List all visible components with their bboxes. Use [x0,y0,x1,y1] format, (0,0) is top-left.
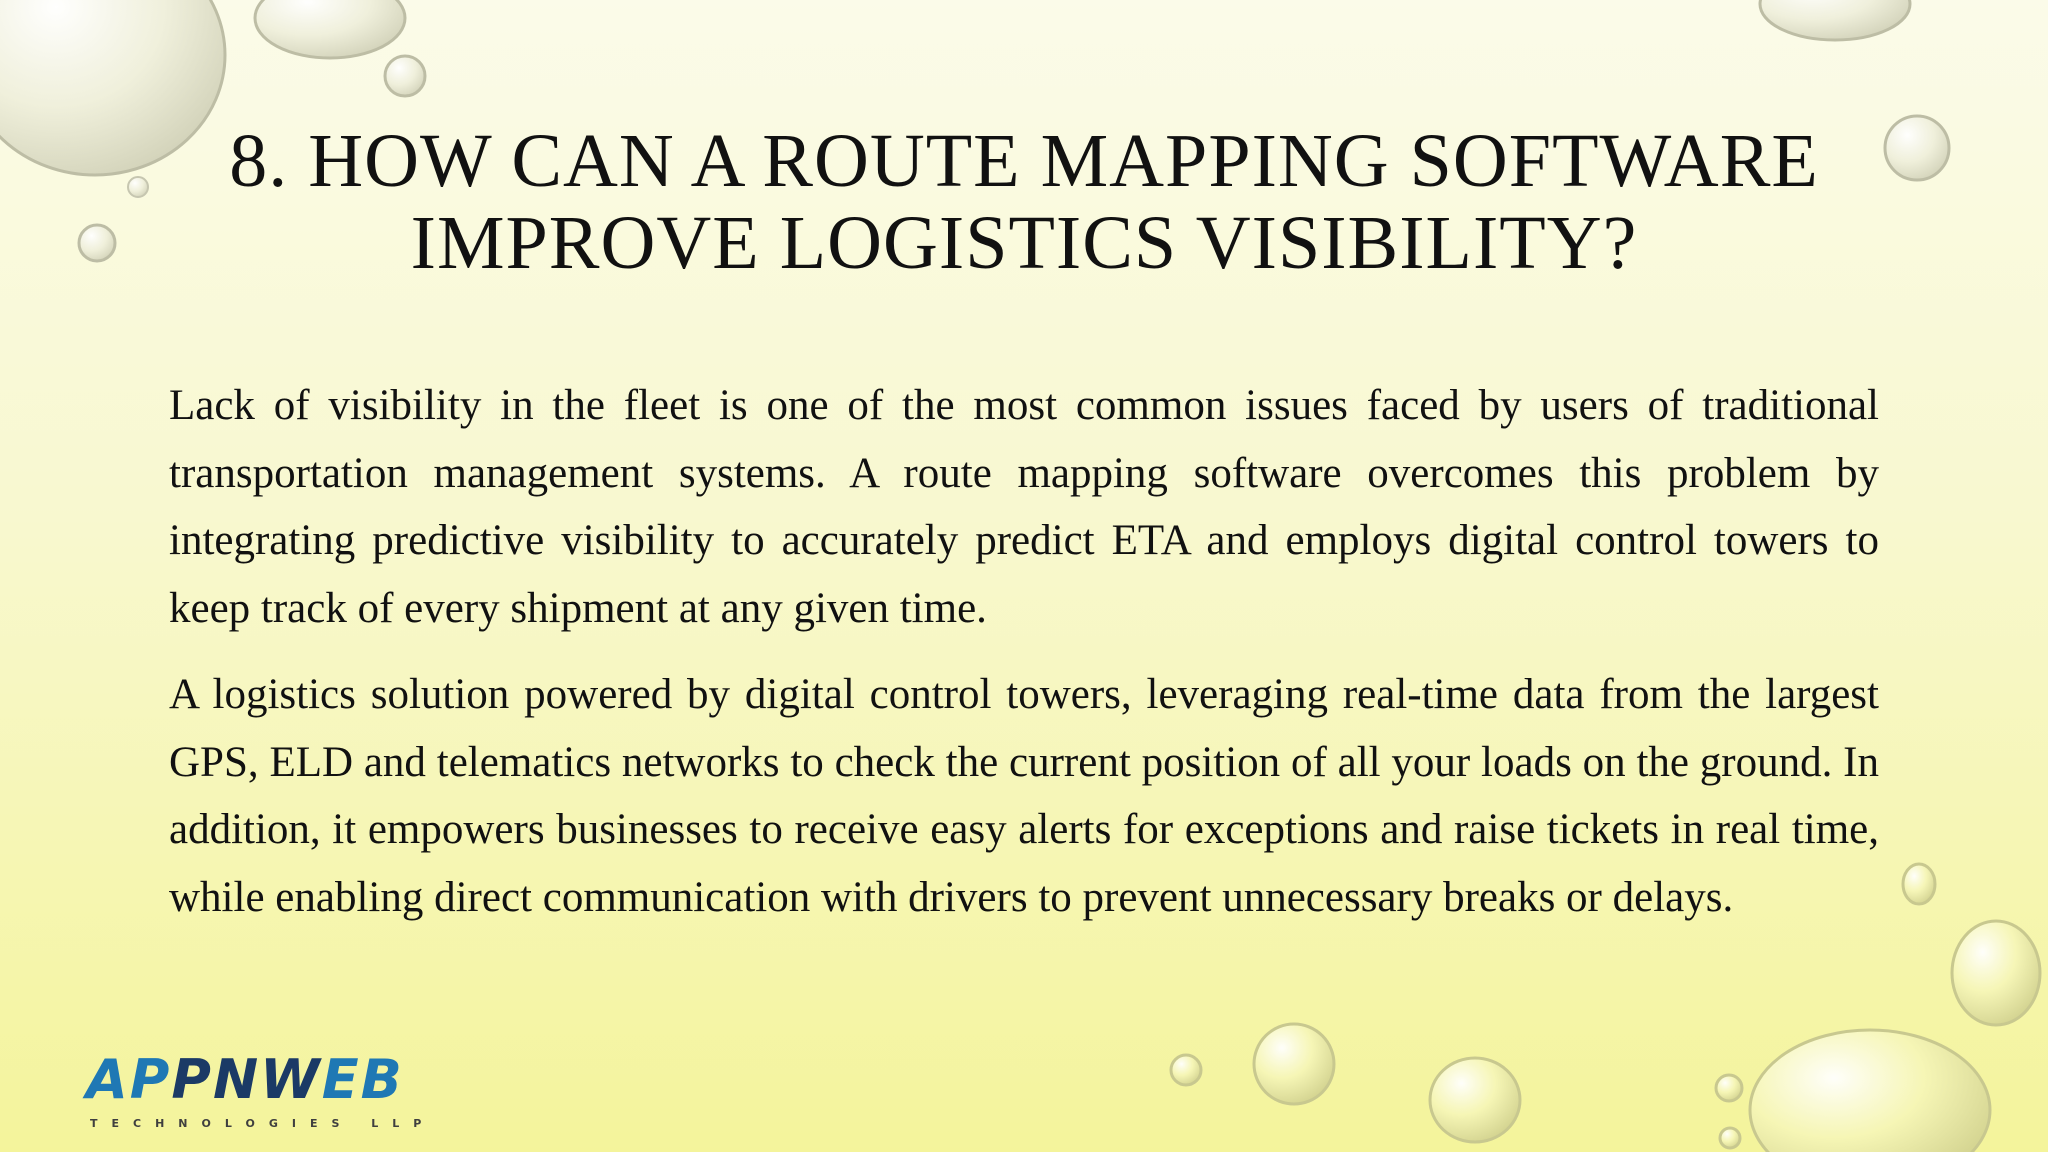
logo-subtitle: TECHNOLOGIES LLP [90,1117,436,1130]
water-drop [1716,1075,1742,1101]
logo-wordmark: APPNWEB [86,1048,404,1111]
water-drop [1885,116,1949,180]
body-paragraph-2: A logistics solution powered by digital control towers, leveraging real-time data from the largest GPS, ELD and telematics networks to check the current position of all your loads on the ground. In addition, it empowers businesses to receive easy alerts for exceptions and raise tickets in real time, while enabling direct communication with drivers to prevent unnecessary breaks or delays. [169,671,1879,921]
slide-title-line-2: IMPROVE LOGISTICS VISIBILITY? [410,201,1638,285]
water-drop [79,225,115,261]
water-drop [1430,1058,1520,1142]
water-drop [128,177,148,197]
water-drop [1952,921,2040,1025]
body-paragraph-1: Lack of visibility in the fleet is one of the most common issues faced by users of traditional transportation management systems. A route mapping software overcomes this problem by integrating predictive visibility to accurately predict ETA and employs digital control towers to keep track of every shipment at any given time. [169,382,1879,632]
water-drop [1171,1055,1201,1085]
water-drop [255,0,405,58]
water-drop [1903,864,1935,904]
slide-title [200,120,1848,284]
water-drop [1760,0,1910,40]
water-drop [0,0,225,175]
water-drop [1750,1030,1990,1152]
slide-title-line-1: 8. HOW CAN A ROUTE MAPPING SOFTWARE [229,119,1819,203]
slide-body [169,372,1879,950]
water-drop [1720,1128,1740,1148]
water-drop [1254,1024,1334,1104]
water-drop [385,56,425,96]
company-logo [86,1048,436,1133]
